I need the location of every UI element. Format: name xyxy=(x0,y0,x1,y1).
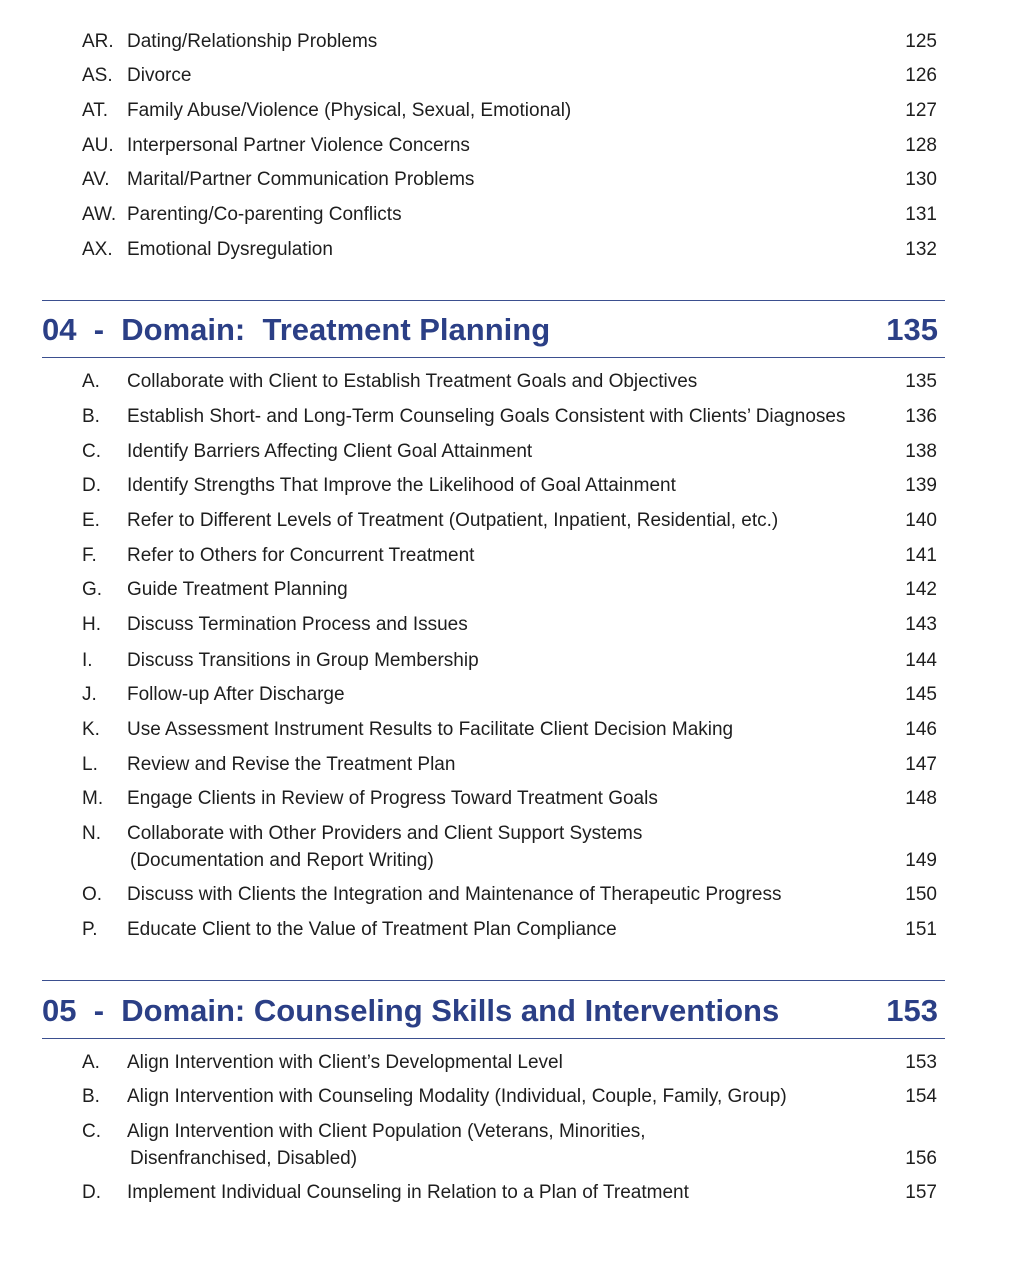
entry-page: 139 xyxy=(905,475,937,496)
entry-title: Marital/Partner Communication Problems xyxy=(127,169,475,190)
toc-entry[interactable] xyxy=(0,881,1010,908)
toc-entry[interactable] xyxy=(0,647,1010,674)
toc-entry[interactable] xyxy=(0,751,1010,778)
entry-page: 148 xyxy=(905,788,937,809)
entry-code: K. xyxy=(82,719,100,740)
entry-code: C. xyxy=(82,441,101,462)
entry-title: Identify Strengths That Improve the Likelihood of Goal Attainment xyxy=(127,475,676,496)
section-divider xyxy=(42,300,945,301)
entry-code: B. xyxy=(82,1086,100,1107)
entry-title: Divorce xyxy=(127,65,192,86)
entry-title: Discuss Termination Process and Issues xyxy=(127,614,468,635)
entry-title: Parenting/Co-parenting Conflicts xyxy=(127,204,402,225)
section-heading-05[interactable] xyxy=(0,989,1010,1033)
entry-code: J. xyxy=(82,684,97,705)
entry-code: A. xyxy=(82,371,100,392)
toc-entry[interactable] xyxy=(0,611,1010,638)
entry-page: 153 xyxy=(905,1052,937,1073)
entry-page: 149 xyxy=(905,850,937,871)
entry-page: 135 xyxy=(905,371,937,392)
entry-title: Interpersonal Partner Violence Concerns xyxy=(127,135,470,156)
entry-title: Refer to Different Levels of Treatment (Outpatient, Inpatient, Residential, etc.) xyxy=(127,510,779,531)
entry-page: 126 xyxy=(905,65,937,86)
entry-title: Guide Treatment Planning xyxy=(127,579,348,600)
toc-entry[interactable] xyxy=(0,1179,1010,1206)
entry-page: 130 xyxy=(905,169,937,190)
toc-entry[interactable] xyxy=(0,916,1010,943)
toc-entry[interactable] xyxy=(0,97,1010,124)
entry-code: AS. xyxy=(82,65,113,86)
toc-entry[interactable] xyxy=(0,576,1010,603)
section-divider xyxy=(42,980,945,981)
entry-title: Family Abuse/Violence (Physical, Sexual, Emotional) xyxy=(127,100,572,121)
section-divider xyxy=(42,1038,945,1039)
section-divider xyxy=(42,357,945,358)
entry-page: 132 xyxy=(905,239,937,260)
entry-page: 147 xyxy=(905,754,937,775)
section-heading-04[interactable] xyxy=(0,308,1010,352)
entry-title: Collaborate with Other Providers and Client Support Systems xyxy=(127,823,643,844)
entry-title: Align Intervention with Client Population (Veterans, Minorities, xyxy=(127,1121,646,1142)
entry-code: E. xyxy=(82,510,100,531)
toc-entry[interactable] xyxy=(0,785,1010,812)
entry-title-continued: (Documentation and Report Writing) xyxy=(130,850,434,871)
entry-page: 128 xyxy=(905,135,937,156)
entry-title: Follow-up After Discharge xyxy=(127,684,345,705)
entry-page: 154 xyxy=(905,1086,937,1107)
entry-title: Engage Clients in Review of Progress Toward Treatment Goals xyxy=(127,788,658,809)
toc-entry[interactable] xyxy=(0,507,1010,534)
entry-code: I. xyxy=(82,650,93,671)
entry-code: N. xyxy=(82,823,101,844)
toc-entry[interactable] xyxy=(0,1118,1010,1169)
entry-page: 140 xyxy=(905,510,937,531)
entry-code: D. xyxy=(82,475,101,496)
entry-title: Align Intervention with Client’s Developmental Level xyxy=(127,1052,563,1073)
entry-code: AX. xyxy=(82,239,113,260)
entry-page: 150 xyxy=(905,884,937,905)
entry-page: 142 xyxy=(905,579,937,600)
toc-entry[interactable] xyxy=(0,166,1010,193)
section-title: 05 - Domain: Counseling Skills and Interventions xyxy=(42,993,780,1028)
entry-page: 144 xyxy=(905,650,937,671)
entry-code: AT. xyxy=(82,100,109,121)
toc-entry[interactable] xyxy=(0,542,1010,569)
entry-code: M. xyxy=(82,788,104,809)
toc-entry[interactable] xyxy=(0,201,1010,228)
entry-page: 131 xyxy=(905,204,937,225)
entry-code: B. xyxy=(82,406,100,427)
entry-page: 156 xyxy=(905,1148,937,1169)
entry-title: Review and Revise the Treatment Plan xyxy=(127,754,456,775)
entry-code: AW. xyxy=(82,204,117,225)
entry-code: AV. xyxy=(82,169,110,190)
entry-code: L. xyxy=(82,754,98,775)
section-title: 04 - Domain: Treatment Planning xyxy=(42,312,551,347)
entry-code: O. xyxy=(82,884,103,905)
entry-page: 145 xyxy=(905,684,937,705)
entry-code: D. xyxy=(82,1182,101,1203)
entry-code: AU. xyxy=(82,135,114,156)
entry-code: C. xyxy=(82,1121,101,1142)
entry-title: Implement Individual Counseling in Relation to a Plan of Treatment xyxy=(127,1182,689,1203)
toc-entry[interactable] xyxy=(0,438,1010,465)
entry-title: Collaborate with Client to Establish Treatment Goals and Objectives xyxy=(127,371,698,392)
entry-title: Use Assessment Instrument Results to Facilitate Client Decision Making xyxy=(127,719,734,740)
entry-page: 146 xyxy=(905,719,937,740)
toc-entry[interactable] xyxy=(0,716,1010,743)
toc-entry[interactable] xyxy=(0,236,1010,263)
entry-page: 151 xyxy=(905,919,937,940)
entry-title: Discuss with Clients the Integration and Maintenance of Therapeutic Progress xyxy=(127,884,782,905)
toc-entry[interactable] xyxy=(0,28,1010,55)
entry-code: F. xyxy=(82,545,97,566)
toc-entry[interactable] xyxy=(0,1049,1010,1076)
entry-title: Discuss Transitions in Group Membership xyxy=(127,650,479,671)
entry-code: H. xyxy=(82,614,101,635)
entry-code: A. xyxy=(82,1052,100,1073)
toc-entry[interactable] xyxy=(0,403,1010,430)
entry-page: 157 xyxy=(905,1182,937,1203)
entry-title: Educate Client to the Value of Treatment Plan Compliance xyxy=(127,919,617,940)
entry-title: Establish Short- and Long-Term Counseling Goals Consistent with Clients’ Diagnoses xyxy=(127,406,846,427)
toc-entry[interactable] xyxy=(0,132,1010,159)
entry-title-continued: Disenfranchised, Disabled) xyxy=(130,1148,358,1169)
entry-title: Identify Barriers Affecting Client Goal Attainment xyxy=(127,441,533,462)
entry-page: 143 xyxy=(905,614,937,635)
entry-page: 138 xyxy=(905,441,937,462)
entry-title: Dating/Relationship Problems xyxy=(127,31,378,52)
toc-entry[interactable] xyxy=(0,368,1010,395)
entry-page: 125 xyxy=(905,31,937,52)
toc-entry[interactable] xyxy=(0,62,1010,89)
section-page: 153 xyxy=(886,993,938,1028)
entry-code: AR. xyxy=(82,31,114,52)
section-page: 135 xyxy=(886,312,938,347)
entry-title: Refer to Others for Concurrent Treatment xyxy=(127,545,475,566)
toc-entry[interactable] xyxy=(0,1083,1010,1110)
toc-entry[interactable] xyxy=(0,472,1010,499)
entry-code: G. xyxy=(82,579,103,600)
entry-page: 141 xyxy=(905,545,937,566)
entry-title: Emotional Dysregulation xyxy=(127,239,333,260)
toc-entry[interactable] xyxy=(0,681,1010,708)
toc-entry[interactable] xyxy=(0,820,1010,871)
entry-code: P. xyxy=(82,919,98,940)
entry-title: Align Intervention with Counseling Modality (Individual, Couple, Family, Group) xyxy=(127,1086,787,1107)
entry-page: 136 xyxy=(905,406,937,427)
entry-page: 127 xyxy=(905,100,937,121)
